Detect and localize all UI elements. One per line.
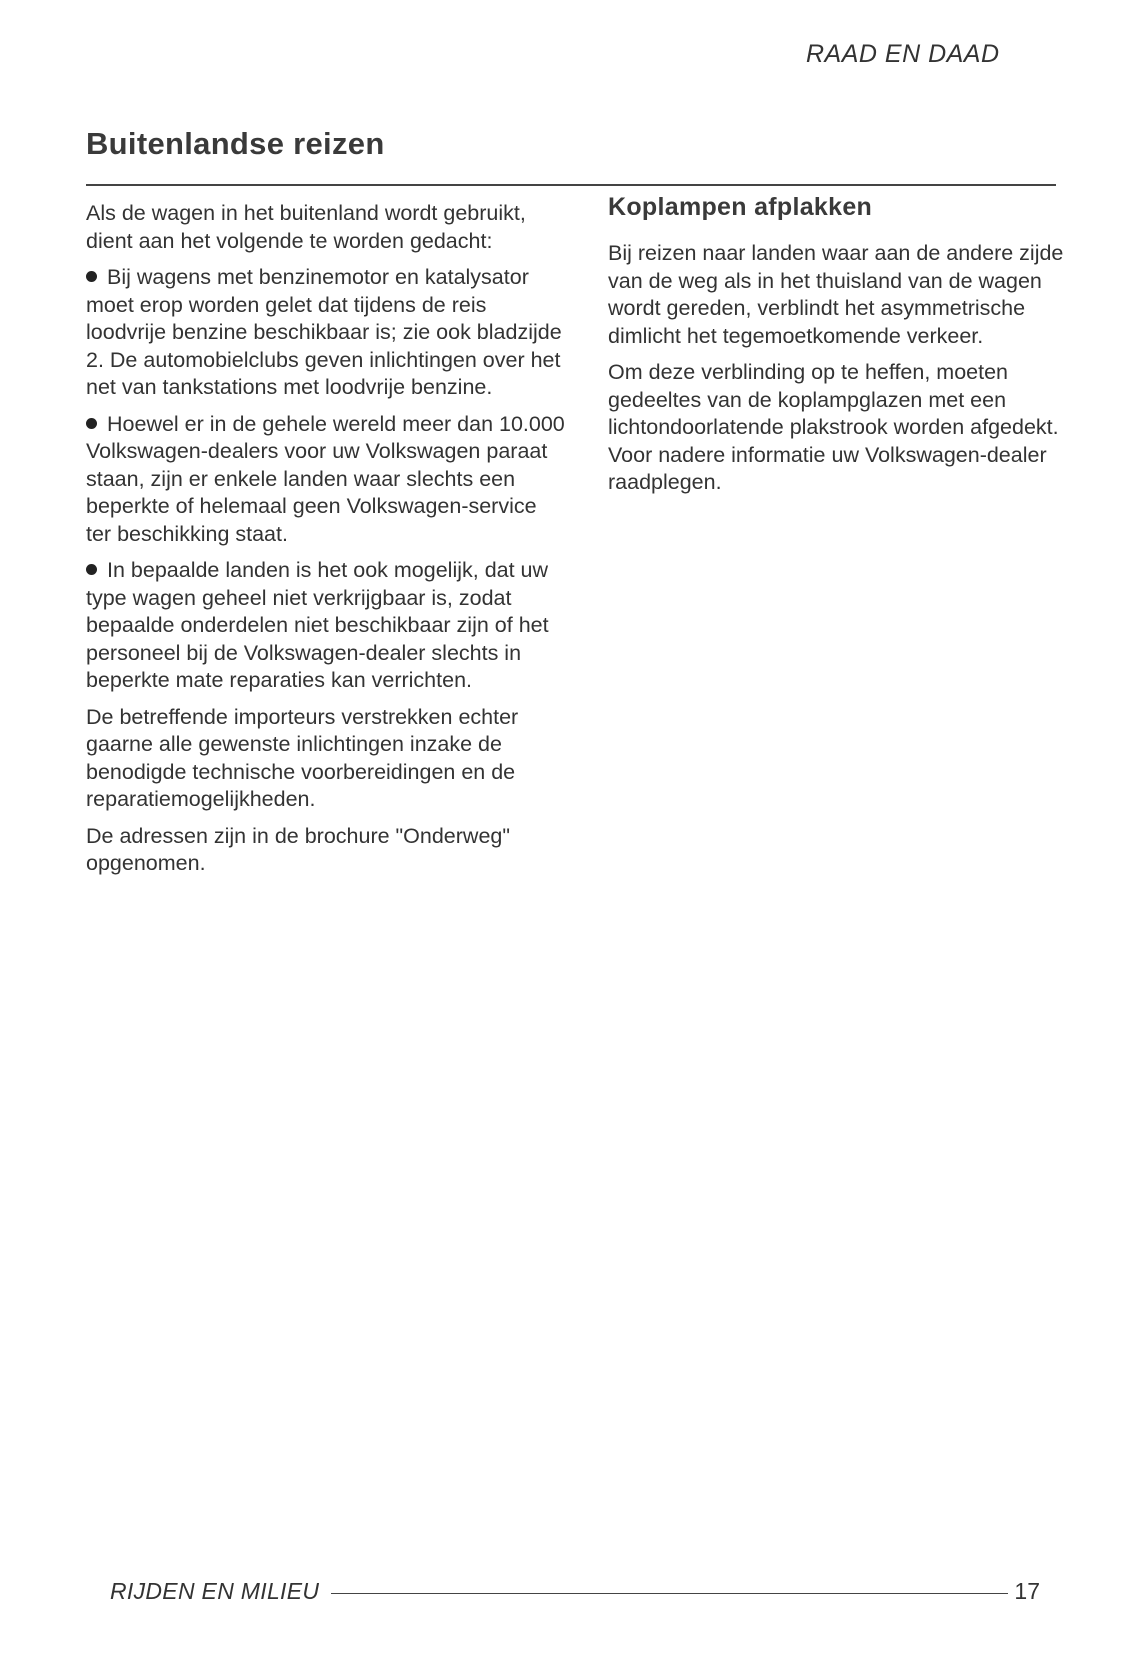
left-column bbox=[86, 200, 566, 887]
footer-section-title: RIJDEN EN MILIEU bbox=[110, 1578, 320, 1604]
bullet-text: Hoewel er in de gehele wereld meer dan 10.000 Volkswagen-dealers voor uw Volkswagen paraat staan, zijn er enkele landen waar slechts een beperkte of helemaal geen Volkswagen-service ter beschikking staat. bbox=[86, 411, 565, 546]
title-rule bbox=[86, 184, 1056, 186]
intro-paragraph: Als de wagen in het buitenland wordt gebruikt, dient aan het volgende te worden gedacht: bbox=[86, 201, 526, 253]
body-paragraph: Bij reizen naar landen waar aan de andere zijde van de weg als in het thuisland van de wagen wordt gereden, verblindt het asymmetrische dimlicht het tegemoetkomende verkeer. bbox=[608, 241, 1064, 348]
right-column bbox=[608, 192, 1078, 506]
bullet-dot-icon bbox=[86, 271, 97, 282]
bullet-text: In bepaalde landen is het ook mogelijk, dat uw type wagen geheel niet verkrijgbaar is, zodat bepaalde onderdelen niet beschikbaar zijn of het personeel bij de Volkswagen-dealer slechts in beperkte mate reparaties kan verrichten. bbox=[86, 558, 549, 692]
page-number: 17 bbox=[1014, 1578, 1040, 1604]
section-heading: Koplampen afplakken bbox=[608, 193, 873, 221]
body-paragraph: De betreffende importeurs verstrekken echter gaarne alle gewenste inlichtingen inzake de benodigde technische voorbereidingen en de reparatiemogelijkheden. bbox=[86, 704, 519, 811]
bullet-text: Bij wagens met benzinemotor en katalysator moet erop worden gelet dat tijdens de reis loodvrije benzine beschikbaar is; zie ook bladzijde 2. De automobielclubs geven inlichtingen over het net van tankstations met loodvrije benzine. bbox=[86, 265, 562, 399]
running-header: RAAD EN DAAD bbox=[806, 40, 1000, 68]
footer-rule bbox=[331, 1593, 1008, 1594]
bullet-item bbox=[86, 557, 566, 695]
bullet-item bbox=[86, 411, 566, 549]
body-paragraph: De adressen zijn in de brochure "Onderweg" opgenomen. bbox=[86, 823, 510, 875]
bullet-item bbox=[86, 264, 566, 402]
page-title: Buitenlandse reizen bbox=[86, 126, 385, 161]
bullet-dot-icon bbox=[86, 418, 97, 429]
body-paragraph: Om deze verblinding op te heffen, moeten gedeeltes van de koplampglazen met een lichtondoorlatende plakstrook worden afgedekt. Voor nadere informatie uw Volkswagen-dealer raadplegen. bbox=[608, 360, 1059, 494]
page-footer bbox=[110, 1578, 1040, 1605]
bullet-dot-icon bbox=[86, 564, 97, 575]
